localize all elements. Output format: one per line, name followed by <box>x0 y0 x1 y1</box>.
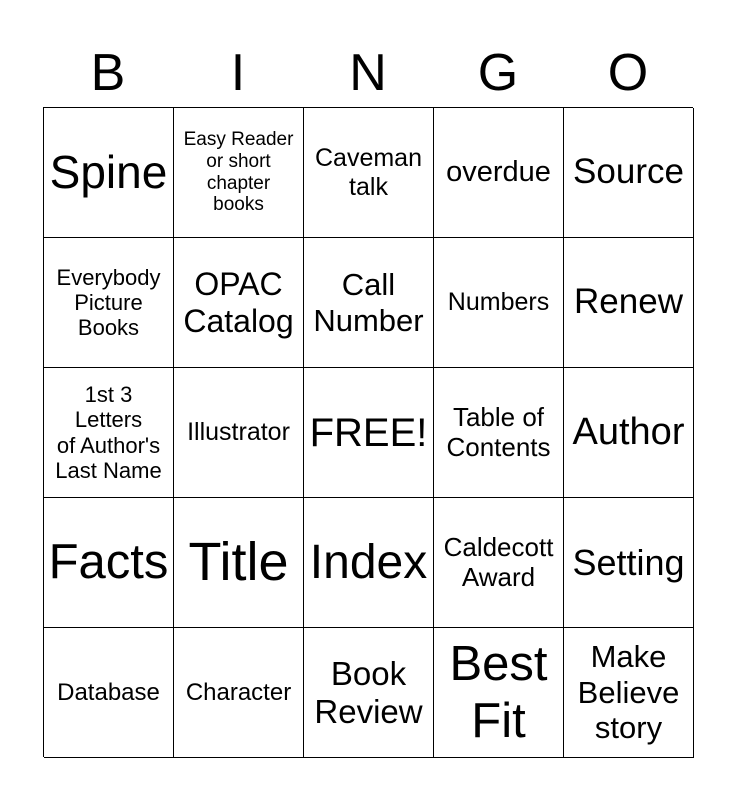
bingo-cell-database <box>44 628 174 758</box>
bingo-cell-label: Source <box>573 152 684 192</box>
bingo-cell-label: Book Review <box>314 654 423 730</box>
bingo-cell-label: Table of Contents <box>446 401 551 462</box>
bingo-cell-caveman-talk <box>304 108 434 238</box>
bingo-cell-everybody-picture-books <box>44 238 174 368</box>
bingo-cell-label: Everybody Picture Books <box>56 264 161 341</box>
bingo-cell-label: Make Believe story <box>577 639 680 746</box>
bingo-cell-label: Call Number <box>313 266 424 338</box>
bingo-cell-label: Caldecott Award <box>443 531 554 592</box>
bingo-cell-title <box>174 498 304 628</box>
bingo-cell-label: Facts <box>48 535 169 590</box>
bingo-cell-label: Database <box>57 678 160 706</box>
bingo-cell-label: Index <box>309 535 428 589</box>
bingo-card-grid <box>43 107 693 757</box>
header-letter-n: N <box>349 44 387 102</box>
bingo-cell-free-space <box>304 368 434 498</box>
bingo-cell-label: Title <box>188 532 289 593</box>
bingo-cell-label: Character <box>185 678 292 706</box>
bingo-cell-opac-catalog <box>174 238 304 368</box>
bingo-cell-label: overdue <box>446 155 551 188</box>
bingo-cell-setting <box>564 498 694 628</box>
bingo-cell-character <box>174 628 304 758</box>
bingo-cell-author <box>564 368 694 498</box>
bingo-cell-label: OPAC Catalog <box>183 265 294 339</box>
bingo-cell-call-number <box>304 238 434 368</box>
bingo-cell-renew <box>564 238 694 368</box>
bingo-cell-easy-reader <box>174 108 304 238</box>
bingo-cell-label: Easy Reader or short chapter books <box>183 128 294 216</box>
bingo-cell-label: Renew <box>574 282 683 322</box>
bingo-cell-book-review <box>304 628 434 758</box>
bingo-cell-label: Best Fit <box>449 637 548 748</box>
bingo-cell-spine <box>44 108 174 238</box>
bingo-cell-best-fit <box>434 628 564 758</box>
bingo-cell-label: Numbers <box>447 288 550 317</box>
bingo-cell-illustrator <box>174 368 304 498</box>
header-letter-i: I <box>230 44 246 102</box>
bingo-cell-facts <box>44 498 174 628</box>
bingo-cell-table-of-contents <box>434 368 564 498</box>
bingo-cell-author-letters <box>44 368 174 498</box>
bingo-cell-make-believe-story <box>564 628 694 758</box>
bingo-cell-source <box>564 108 694 238</box>
header-letter-b: B <box>90 44 126 102</box>
header-letter-o: O <box>607 44 649 102</box>
bingo-cell-label: 1st 3 Letters of Author's Last Name <box>55 381 162 483</box>
bingo-header <box>43 40 693 106</box>
bingo-cell-label: FREE! <box>309 410 428 455</box>
bingo-cell-label: Illustrator <box>187 418 290 447</box>
bingo-cell-overdue <box>434 108 564 238</box>
bingo-cell-numbers <box>434 238 564 368</box>
bingo-cell-label: Setting <box>572 541 685 583</box>
header-letter-g: G <box>477 44 519 102</box>
bingo-cell-caldecott-award <box>434 498 564 628</box>
bingo-cell-label: Spine <box>49 146 168 199</box>
bingo-cell-label: Author <box>572 410 685 453</box>
bingo-cell-index <box>304 498 434 628</box>
bingo-cell-label: Caveman talk <box>315 143 422 201</box>
